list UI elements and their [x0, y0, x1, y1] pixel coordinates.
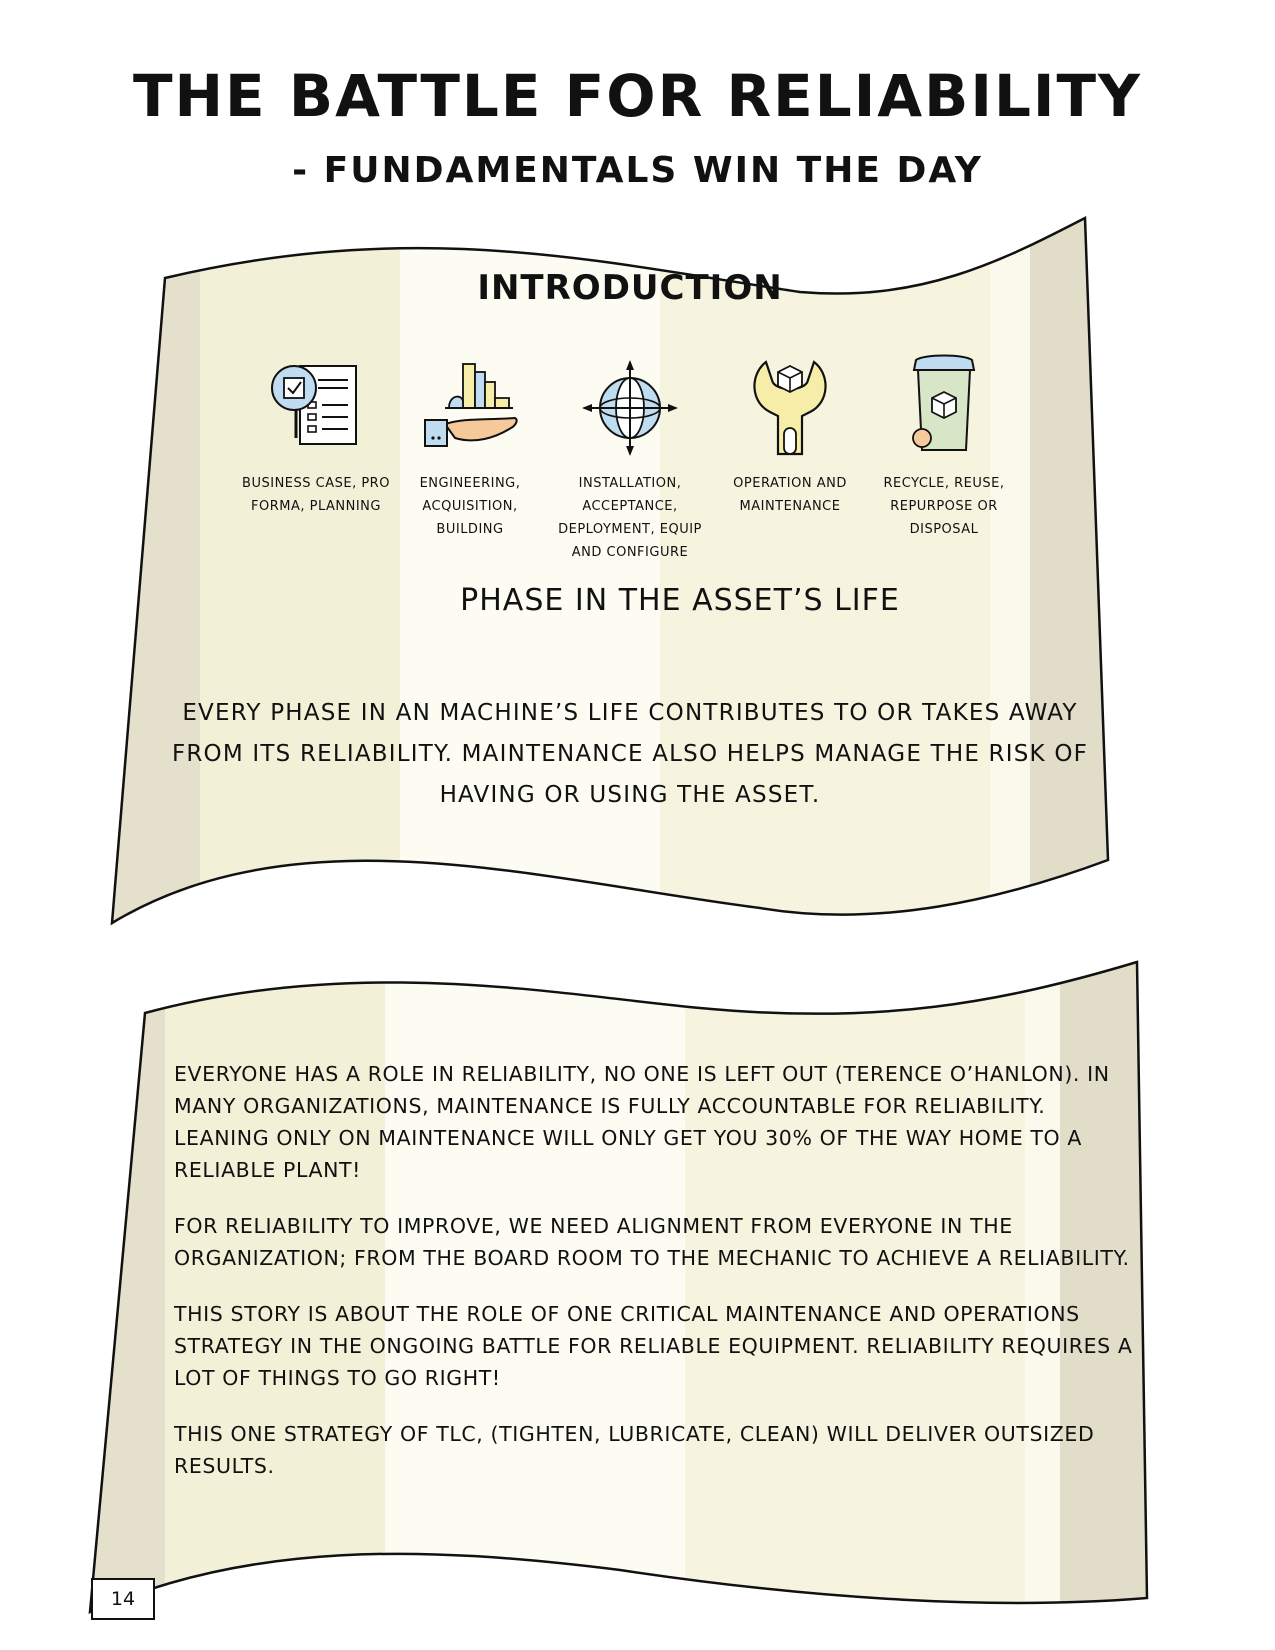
intro-paragraph: EVERY PHASE IN AN MACHINE’S LIFE CONTRIBUTES TO OR TAKES AWAY FROM ITS RELIABILITY. MAINTENANCE ALSO HELPS MANAGE THE RISK OF HAVING OR USING THE ASSET.	[171, 700, 1089, 808]
hand-holding-buildings-icon	[415, 358, 525, 458]
phase-caption: PHASE IN THE ASSET’S LIFE	[460, 583, 900, 618]
phase-item-operation	[710, 352, 870, 518]
phase-item-recycle	[864, 352, 1024, 541]
business-plan-document-icon	[266, 358, 366, 458]
body-paragraph: THIS ONE STRATEGY OF TLC, (TIGHTEN, LUBRICATE, CLEAN) WILL DELIVER OUTSIZED RESULTS.	[174, 1422, 1095, 1478]
wrench-box-icon	[740, 352, 840, 458]
phase-label: BUSINESS CASE, PRO FORMA, PLANNING	[242, 476, 390, 514]
page-subtitle: - FUNDAMENTALS WIN THE DAY	[292, 150, 983, 191]
globe-compass-icon	[580, 358, 680, 458]
body-paragraph: EVERYONE HAS A ROLE IN RELIABILITY, NO ONE IS LEFT OUT (TERENCE O’HANLON). IN MANY ORGANIZATIONS, MAINTENANCE IS FULLY ACCOUNTABLE FOR RELIABILITY. LEANING ONLY ON MAINTENANCE WILL ONLY GET YOU 30% OF THE WAY HOME TO A RELIABLE PLANT!	[174, 1062, 1110, 1182]
intro-banner	[110, 200, 1120, 940]
body-text-block	[174, 1058, 1134, 1506]
phase-item-installation	[550, 358, 710, 564]
body-paragraph: THIS STORY IS ABOUT THE ROLE OF ONE CRITICAL MAINTENANCE AND OPERATIONS STRATEGY IN THE ONGOING BATTLE FOR RELIABLE EQUIPMENT. RELIABILITY REQUIRES A LOT OF THINGS TO GO RIGHT!	[174, 1302, 1133, 1390]
intro-heading: INTRODUCTION	[477, 268, 783, 308]
phase-label: RECYCLE, REUSE, REPURPOSE OR DISPOSAL	[883, 476, 1005, 537]
page-title: THE BATTLE FOR RELIABILITY	[132, 62, 1143, 130]
body-paragraph: FOR RELIABILITY TO IMPROVE, WE NEED ALIGNMENT FROM EVERYONE IN THE ORGANIZATION; FROM THE BOARD ROOM TO THE MECHANIC TO ACHIEVE A RELIABILITY.	[174, 1214, 1130, 1270]
phase-item-planning	[236, 358, 396, 518]
phase-label: ENGINEERING, ACQUISITION, BUILDING	[419, 476, 521, 537]
recycle-bin-icon	[894, 352, 994, 458]
phase-item-engineering	[390, 358, 550, 541]
page-number: 14	[91, 1578, 155, 1620]
phase-label: INSTALLATION, ACCEPTANCE, DEPLOYMENT, EQUIP AND CONFIGURE	[558, 476, 702, 560]
phase-label: OPERATION AND MAINTENANCE	[733, 476, 847, 514]
